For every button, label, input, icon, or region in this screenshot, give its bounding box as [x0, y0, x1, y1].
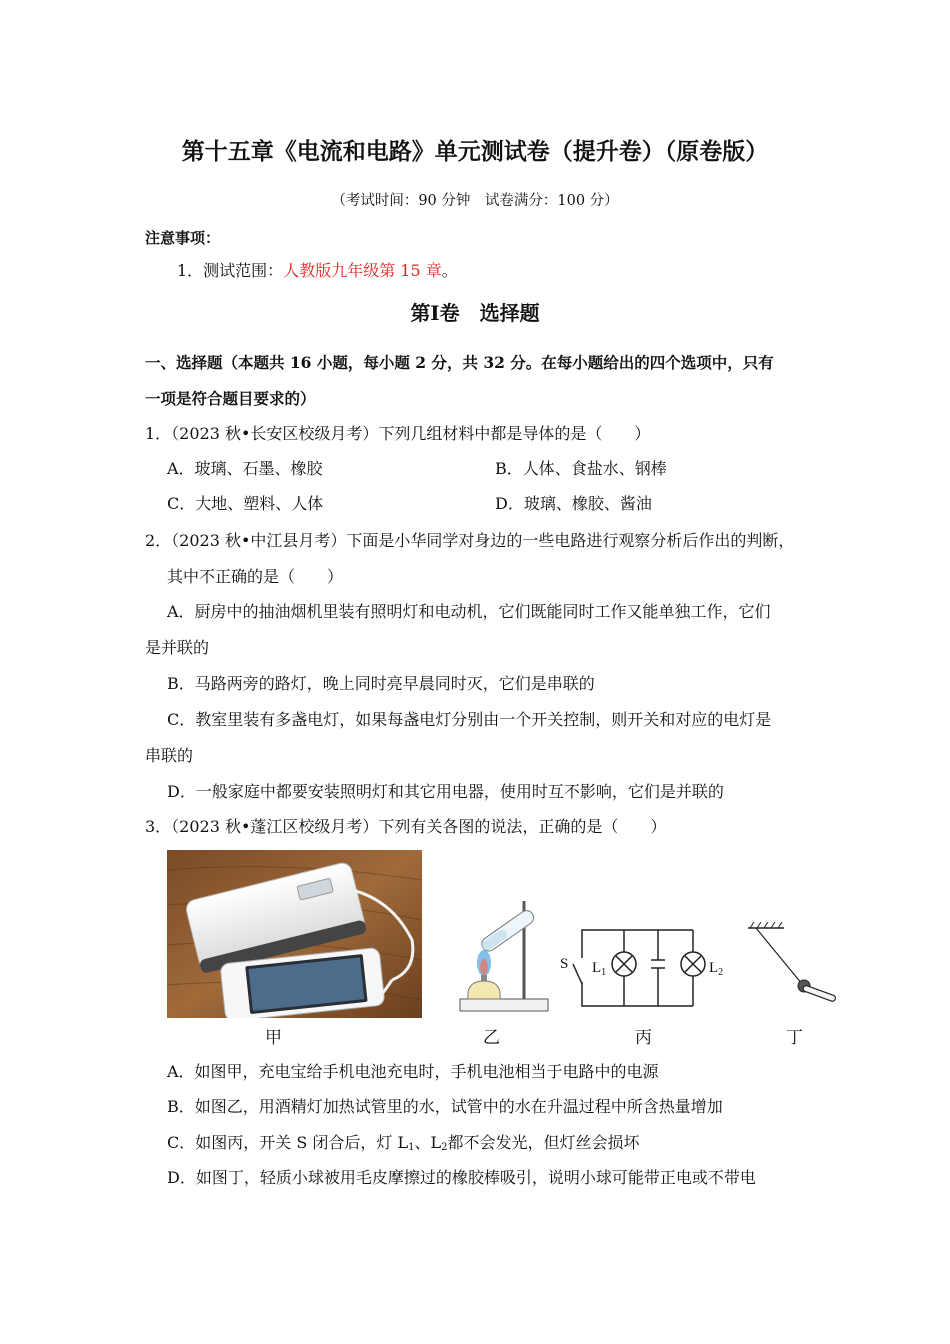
- q3-option-c-sub2: 2: [441, 1142, 448, 1153]
- flame-core: [480, 959, 488, 975]
- q3-option-c-mid: 、L: [414, 1133, 442, 1152]
- lamp-l1-subscript: 1: [601, 967, 607, 978]
- test-tube: [479, 908, 536, 954]
- switch-label: S: [560, 956, 569, 972]
- q2-option-b: B．马路两旁的路灯，晚上同时亮早晨同时灭，它们是串联的: [167, 674, 595, 693]
- q2-option-c-line2: 串联的: [145, 746, 194, 765]
- figure-label-bing: 丙: [635, 1028, 652, 1048]
- figure-ding-pendulum: [742, 922, 837, 1012]
- notice-item-1-scope: 人教版九年级第 15 章: [283, 261, 442, 280]
- q3-option-a: A．如图甲，充电宝给手机电池充电时，手机电池相当于电路中的电源: [167, 1062, 659, 1081]
- notice-item-1: [177, 260, 458, 282]
- figure-jia-powerbank-photo: [167, 850, 422, 1018]
- q3-option-c-sub1: 1: [408, 1142, 415, 1153]
- notice-item-1-prefix: 1．测试范围：: [177, 261, 284, 280]
- notice-heading: 注意事项：: [145, 229, 221, 247]
- lamp-l2-label: [709, 960, 723, 978]
- q3-option-c: [167, 1132, 640, 1159]
- lamp-l2-subscript: 2: [718, 967, 724, 978]
- q3-option-c-pre: C．如图丙，开关 S 闭合后，灯 L: [167, 1133, 409, 1152]
- q2-option-a-line1: A．厨房中的抽油烟机里装有照明灯和电动机，它们既能同时工作又能单独工作，它们: [167, 602, 771, 621]
- q2-option-a-line2: 是并联的: [145, 638, 210, 657]
- q1-option-a: A．玻璃、石墨、橡胶: [167, 459, 323, 478]
- lamp-l1-label: [592, 960, 606, 978]
- q3-option-d: D．如图丁，轻质小球被用毛皮摩擦过的橡胶棒吸引，说明小球可能带正电或不带电: [167, 1168, 756, 1187]
- q1-option-b: B．人体、食盐水、钢棒: [495, 459, 667, 478]
- q1-stem: 1．（2023 秋•长安区校级月考）下列几组材料中都是导体的是（ ）: [145, 424, 651, 443]
- lamp-l2-letter: L: [709, 960, 719, 976]
- q2-stem-line2: 其中不正确的是（ ）: [167, 567, 344, 586]
- part1-instructions-line2: 一项是符合题目要求的）: [145, 389, 316, 408]
- q3-option-c-post: 都不会发光，但灯丝会损坏: [447, 1133, 640, 1152]
- notice-item-1-suffix: 。: [441, 261, 458, 280]
- wick: [481, 975, 487, 981]
- rubber-rod: [802, 985, 836, 1002]
- switch-s: [573, 964, 582, 984]
- ceiling-hatch: [750, 922, 782, 928]
- figure-label-ding: 丁: [786, 1028, 803, 1048]
- exam-info: （考试时间：90 分钟 试卷满分：100 分）: [331, 193, 619, 209]
- figure-bing-circuit-diagram: [558, 920, 733, 1015]
- alcohol-lamp: [468, 981, 500, 999]
- page-title: 第十五章《电流和电路》单元测试卷（提升卷）（原卷版）: [181, 138, 769, 165]
- part1-instructions-line1: 一、选择题（本题共 16 小题，每小题 2 分，共 32 分。在每小题给出的四个选项中，只有: [145, 353, 774, 372]
- stand-base: [460, 999, 548, 1011]
- q1-option-c: C．大地、塑料、人体: [167, 494, 324, 513]
- lamp-l1-letter: L: [592, 960, 602, 976]
- string: [756, 928, 802, 984]
- q3-stem: 3．（2023 秋•蓬江区校级月考）下列有关各图的说法，正确的是（ ）: [145, 817, 667, 836]
- figure-label-jia: 甲: [265, 1028, 282, 1048]
- q2-stem-line1: 2．（2023 秋•中江县月考）下面是小华同学对身边的一些电路进行观察分析后作出的判断，: [145, 531, 795, 550]
- figure-yi-heating-apparatus: [452, 895, 552, 1015]
- q2-option-c-line1: C．教室里装有多盏电灯，如果每盏电灯分别由一个开关控制，则开关和对应的电灯是: [167, 710, 772, 729]
- figure-label-yi: 乙: [483, 1028, 500, 1048]
- q1-option-d: D．玻璃、橡胶、酱油: [495, 494, 652, 513]
- q2-option-d: D．一般家庭中都要安装照明灯和其它用电器，使用时互不影响，它们是并联的: [167, 782, 724, 801]
- section-title: 第Ⅰ卷 选择题: [410, 301, 540, 325]
- q3-option-b: B．如图乙，用酒精灯加热试管里的水，试管中的水在升温过程中所含热量增加: [167, 1097, 723, 1116]
